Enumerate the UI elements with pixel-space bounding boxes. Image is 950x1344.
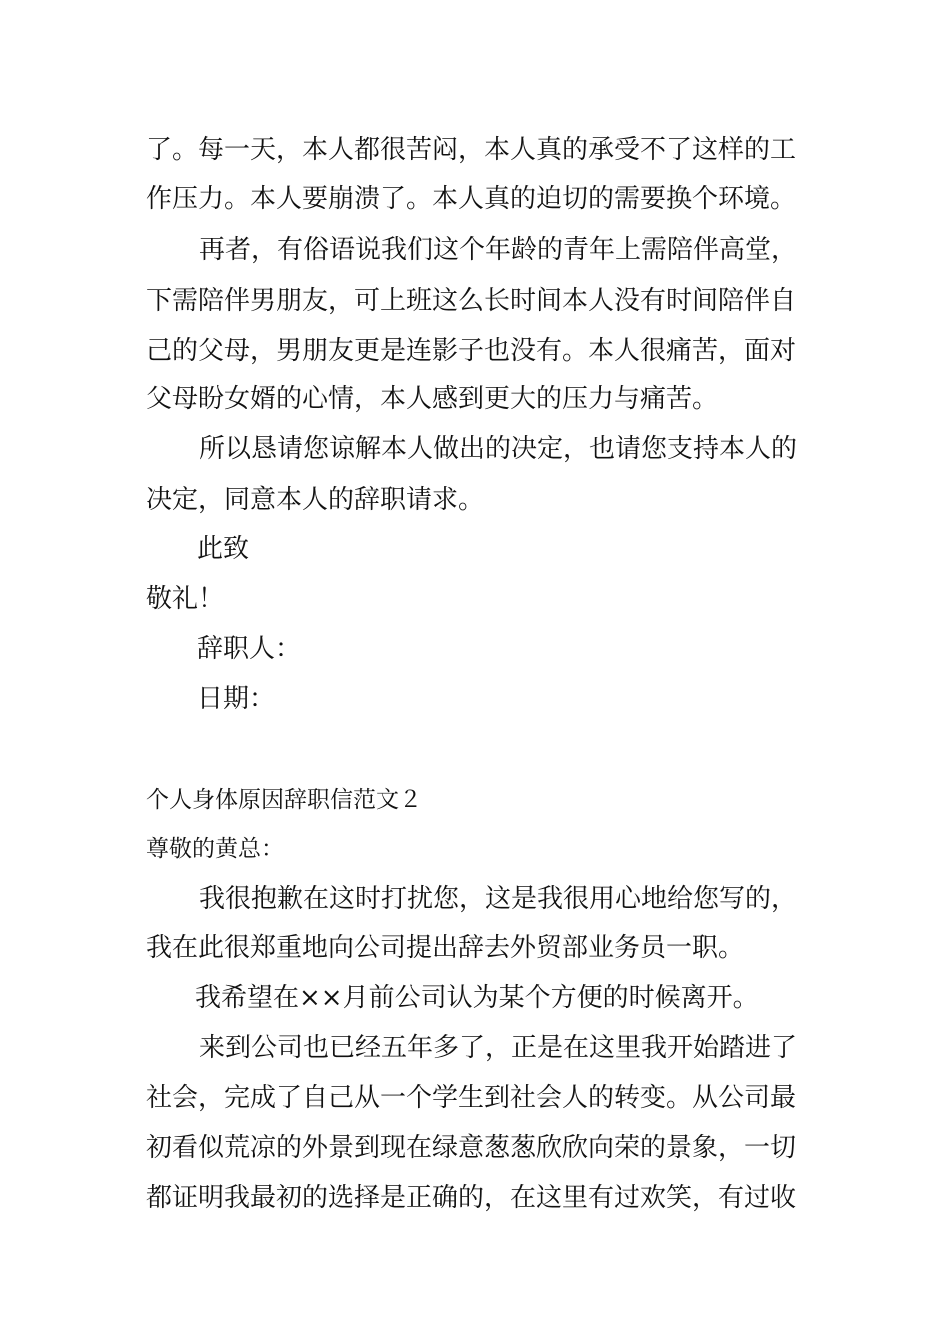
text-line: 决定，同意本人的辞职请求。 — [146, 485, 485, 515]
date-label: 日期： — [197, 684, 276, 714]
section-title: 个人身体原因辞职信范文２ — [146, 787, 422, 813]
text-line: 我在此很郑重地向公司提出辞去外贸部业务员一职。 — [146, 933, 745, 963]
text-line: 了。每一天，本人都很苦闷，本人真的承受不了这样的工 — [146, 135, 797, 165]
text-line: 我希望在××月前公司认为某个方便的时候离开。 — [195, 983, 759, 1013]
text-line: 己的父母，男朋友更是连影子也没有。本人很痛苦，面对 — [146, 336, 797, 366]
text-line: 父母盼女婿的心情，本人感到更大的压力与痛苦。 — [146, 384, 719, 414]
signer-label: 辞职人： — [197, 634, 302, 664]
letter-greeting: 尊敬的黄总： — [146, 836, 284, 862]
salutation-regards: 敬礼！ — [146, 584, 225, 614]
text-line: 来到公司也已经五年多了，正是在这里我开始踏进了 — [199, 1033, 798, 1063]
text-line: 我很抱歉在这时打扰您，这是我很用心地给您写的， — [199, 884, 798, 914]
salutation-closing: 此致 — [197, 534, 250, 564]
text-line: 所以恳请您谅解本人做出的决定，也请您支持本人的 — [199, 434, 798, 464]
text-line: 作压力。本人要崩溃了。本人真的迫切的需要换个环境。 — [146, 184, 797, 214]
text-line: 初看似荒凉的外景到现在绿意葱葱欣欣向荣的景象，一切 — [146, 1133, 797, 1163]
text-line: 下需陪伴男朋友，可上班这么长时间本人没有时间陪伴自 — [146, 286, 797, 316]
text-line: 都证明我最初的选择是正确的，在这里有过欢笑，有过收 — [146, 1183, 797, 1213]
text-line: 再者，有俗语说我们这个年龄的青年上需陪伴高堂， — [199, 235, 798, 265]
text-line: 社会，完成了自己从一个学生到社会人的转变。从公司最 — [146, 1083, 797, 1113]
